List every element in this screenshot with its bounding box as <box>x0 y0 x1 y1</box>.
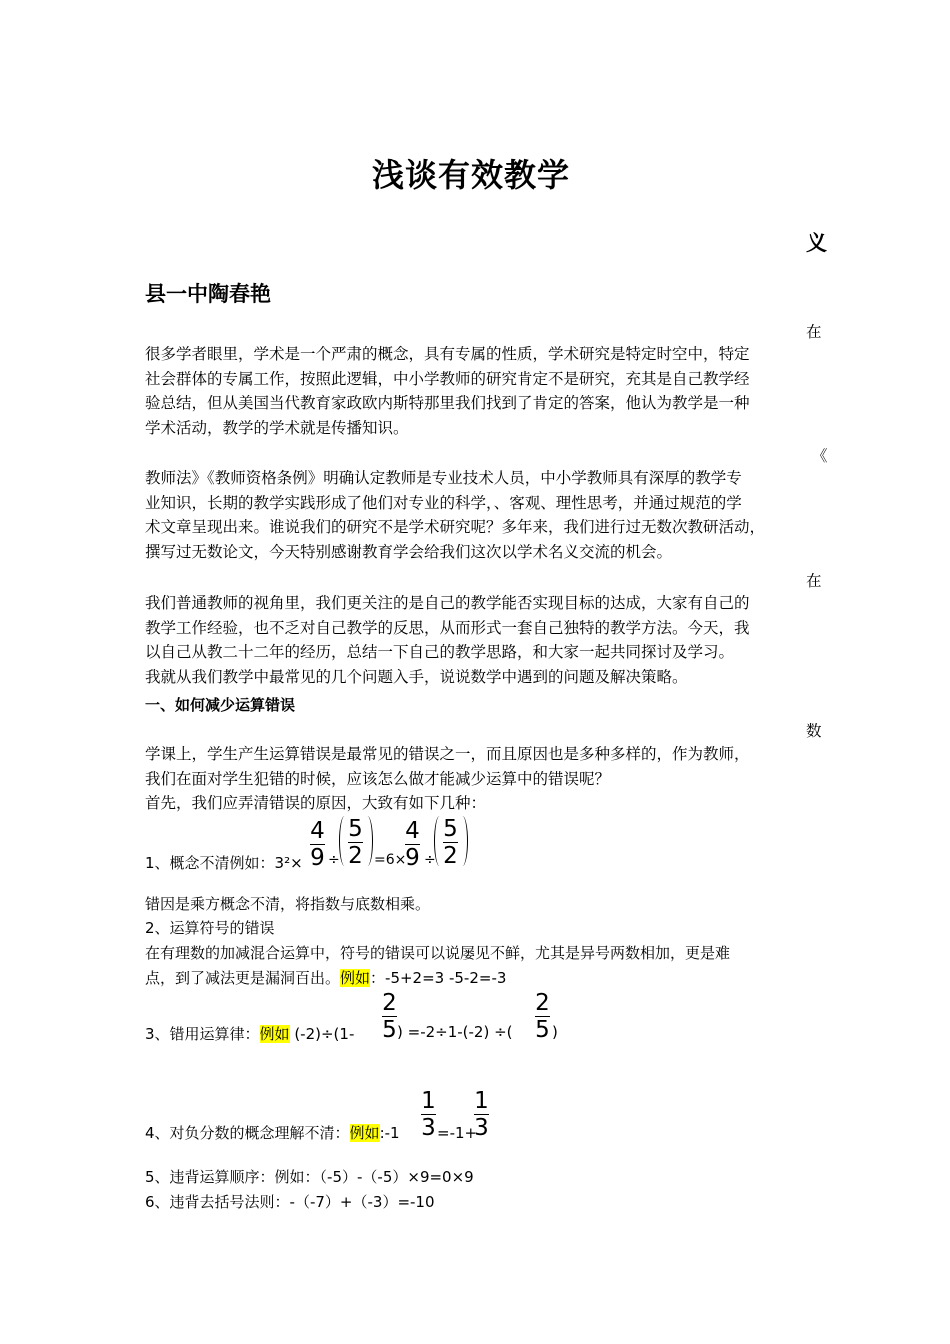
fraction <box>421 1088 436 1141</box>
fraction <box>443 816 458 869</box>
item-3-expr: ) <box>552 1023 558 1041</box>
fraction <box>310 818 325 871</box>
fraction-denominator: 3 <box>474 1115 489 1141</box>
parenthesized-fraction <box>434 816 468 868</box>
paragraph-line: 社会群体的专属工作，按照此逻辑，中小学教师的研究肯定不是研究，充其是自己教学经 <box>145 369 750 388</box>
fraction-denominator: 2 <box>348 843 363 869</box>
right-paren <box>457 816 468 866</box>
drop-char: 数 <box>806 722 822 740</box>
fraction-numerator: 1 <box>474 1088 489 1114</box>
item-3-line <box>145 1023 354 1044</box>
item-4-expr: :-1 <box>379 1124 400 1142</box>
item-2-heading: 2、运算符号的错误 <box>145 919 275 937</box>
document-title: 浅谈有效教学 <box>372 156 571 194</box>
item-3-text: 3、错用运算律： <box>145 1025 260 1043</box>
drop-char: 《 <box>812 447 828 465</box>
fraction-numerator: 4 <box>405 818 420 844</box>
paragraph-line: 业知识，长期的教学实践形成了他们对专业的科学，、客观、理性思考，并通过规范的学 <box>145 493 742 512</box>
highlight: 例如 <box>340 969 371 987</box>
item-2-line <box>145 967 506 988</box>
paragraph-line: 以自己从教二十二年的经历，总结一下自己的教学思路，和大家一起共同探讨及学习。 <box>145 643 735 662</box>
item-4-expr: =-1+ <box>437 1124 478 1142</box>
item-4-line <box>145 1122 400 1143</box>
paragraph-line: 学术活动，教学的学术就是传播知识。 <box>145 418 409 437</box>
paragraph <box>145 466 815 564</box>
fraction-denominator: 3 <box>421 1115 436 1141</box>
paragraph-line: 术文章呈现出来。谁说我们的研究不是学术研究呢？多年来，我们进行过无数次教研活动， <box>145 518 766 537</box>
paragraph <box>145 342 815 440</box>
fraction-denominator: 9 <box>405 845 420 871</box>
drop-char: 在 <box>806 572 822 590</box>
item-5-line: 5、违背运算顺序：例如：（-5）-（-5）×9=0×9 <box>145 1168 474 1186</box>
fraction-denominator: 5 <box>535 1017 550 1043</box>
fraction-numerator: 1 <box>421 1088 436 1114</box>
highlight: 例如 <box>349 1124 380 1142</box>
paragraph-line: 我们在面对学生犯错的时候，应该怎么做才能减少运算中的错误呢？ <box>145 769 611 788</box>
paragraph-line: 我们普通教师的视角里，我们更关注的是自己的教学能否实现目标的达成，大家有自己的 <box>145 594 750 612</box>
divide-sign: ÷ <box>328 852 340 868</box>
highlight: 例如 <box>259 1025 290 1043</box>
item-3-expr: (-2)÷(1- <box>289 1025 355 1043</box>
paragraph <box>145 742 815 816</box>
fraction-denominator: 9 <box>310 845 325 871</box>
stray-character: 义 <box>806 231 827 255</box>
paragraph-line: 教师法》《教师资格条例》明确认定教师是专业技术人员，中小学教师具有深厚的教学专 <box>145 469 742 487</box>
fraction <box>535 990 550 1043</box>
right-paren <box>362 816 373 866</box>
paragraph <box>145 591 815 689</box>
fraction <box>348 816 363 869</box>
parenthesized-fraction <box>339 816 373 868</box>
fraction <box>405 818 420 871</box>
item-3-expr: ) =-2÷1-(-2) ÷( <box>397 1023 513 1041</box>
paragraph-line: 学课上，学生产生运算错误是最常见的错误之一，而且原因也是多种多样的，作为教师， <box>145 745 750 763</box>
item-4-text: 4、对负分数的概念理解不清： <box>145 1124 350 1142</box>
fraction <box>474 1088 489 1141</box>
fraction-denominator: 5 <box>382 1017 397 1043</box>
drop-char: 在 <box>806 323 822 341</box>
fraction-numerator: 5 <box>348 816 363 842</box>
item-2-text: 点，到了减法更是漏洞百出。 <box>145 969 341 987</box>
item-1-explain: 错因是乘方概念不清，将指数与底数相乘。 <box>145 895 431 913</box>
fraction-numerator: 2 <box>535 990 550 1016</box>
divide-sign: ÷ <box>424 852 436 868</box>
fraction-denominator: 2 <box>443 843 458 869</box>
paragraph-line: 我就从我们教学中最常见的几个问题入手，说说数学中遇到的问题及解决策略。 <box>145 667 688 686</box>
fraction-numerator: 5 <box>443 816 458 842</box>
item-2-line: 在有理数的加减混合运算中，符号的错误可以说屡见不鲜，尤其是异号两数相加，更是难 <box>145 944 731 962</box>
author-line: 县一中陶春艳 <box>145 282 271 306</box>
fraction-numerator: 2 <box>382 990 397 1016</box>
item-2-example: ：-5+2=3 -5-2=-3 <box>370 969 507 987</box>
fraction-numerator: 4 <box>310 818 325 844</box>
paragraph-line: 很多学者眼里，学术是一个严肃的概念，具有专属的性质，学术研究是特定时空中，特定 <box>145 345 750 363</box>
paragraph-line: 验总结，但从美国当代教育家政欧内斯特那里我们找到了肯定的答案，他认为教学是一种 <box>145 394 750 413</box>
equation-mid: =6× <box>374 852 407 868</box>
paragraph-line: 首先，我们应弄清错误的原因，大致有如下几种： <box>145 794 487 813</box>
paragraph-line: 教学工作经验，也不乏对自己教学的反思，从而形式一套自己独特的教学方法。今天，我 <box>145 618 750 637</box>
paragraph-line: 撰写过无数论文，今天特别感谢教育学会给我们这次以学术名义交流的机会。 <box>145 542 673 561</box>
fraction <box>382 990 397 1043</box>
item-1-text: 1、概念不清例如：3²× <box>145 854 303 872</box>
item-6-line: 6、违背去括号法则：-（-7）+（-3）=-10 <box>145 1193 435 1211</box>
section-heading: 一、如何减少运算错误 <box>145 696 296 714</box>
